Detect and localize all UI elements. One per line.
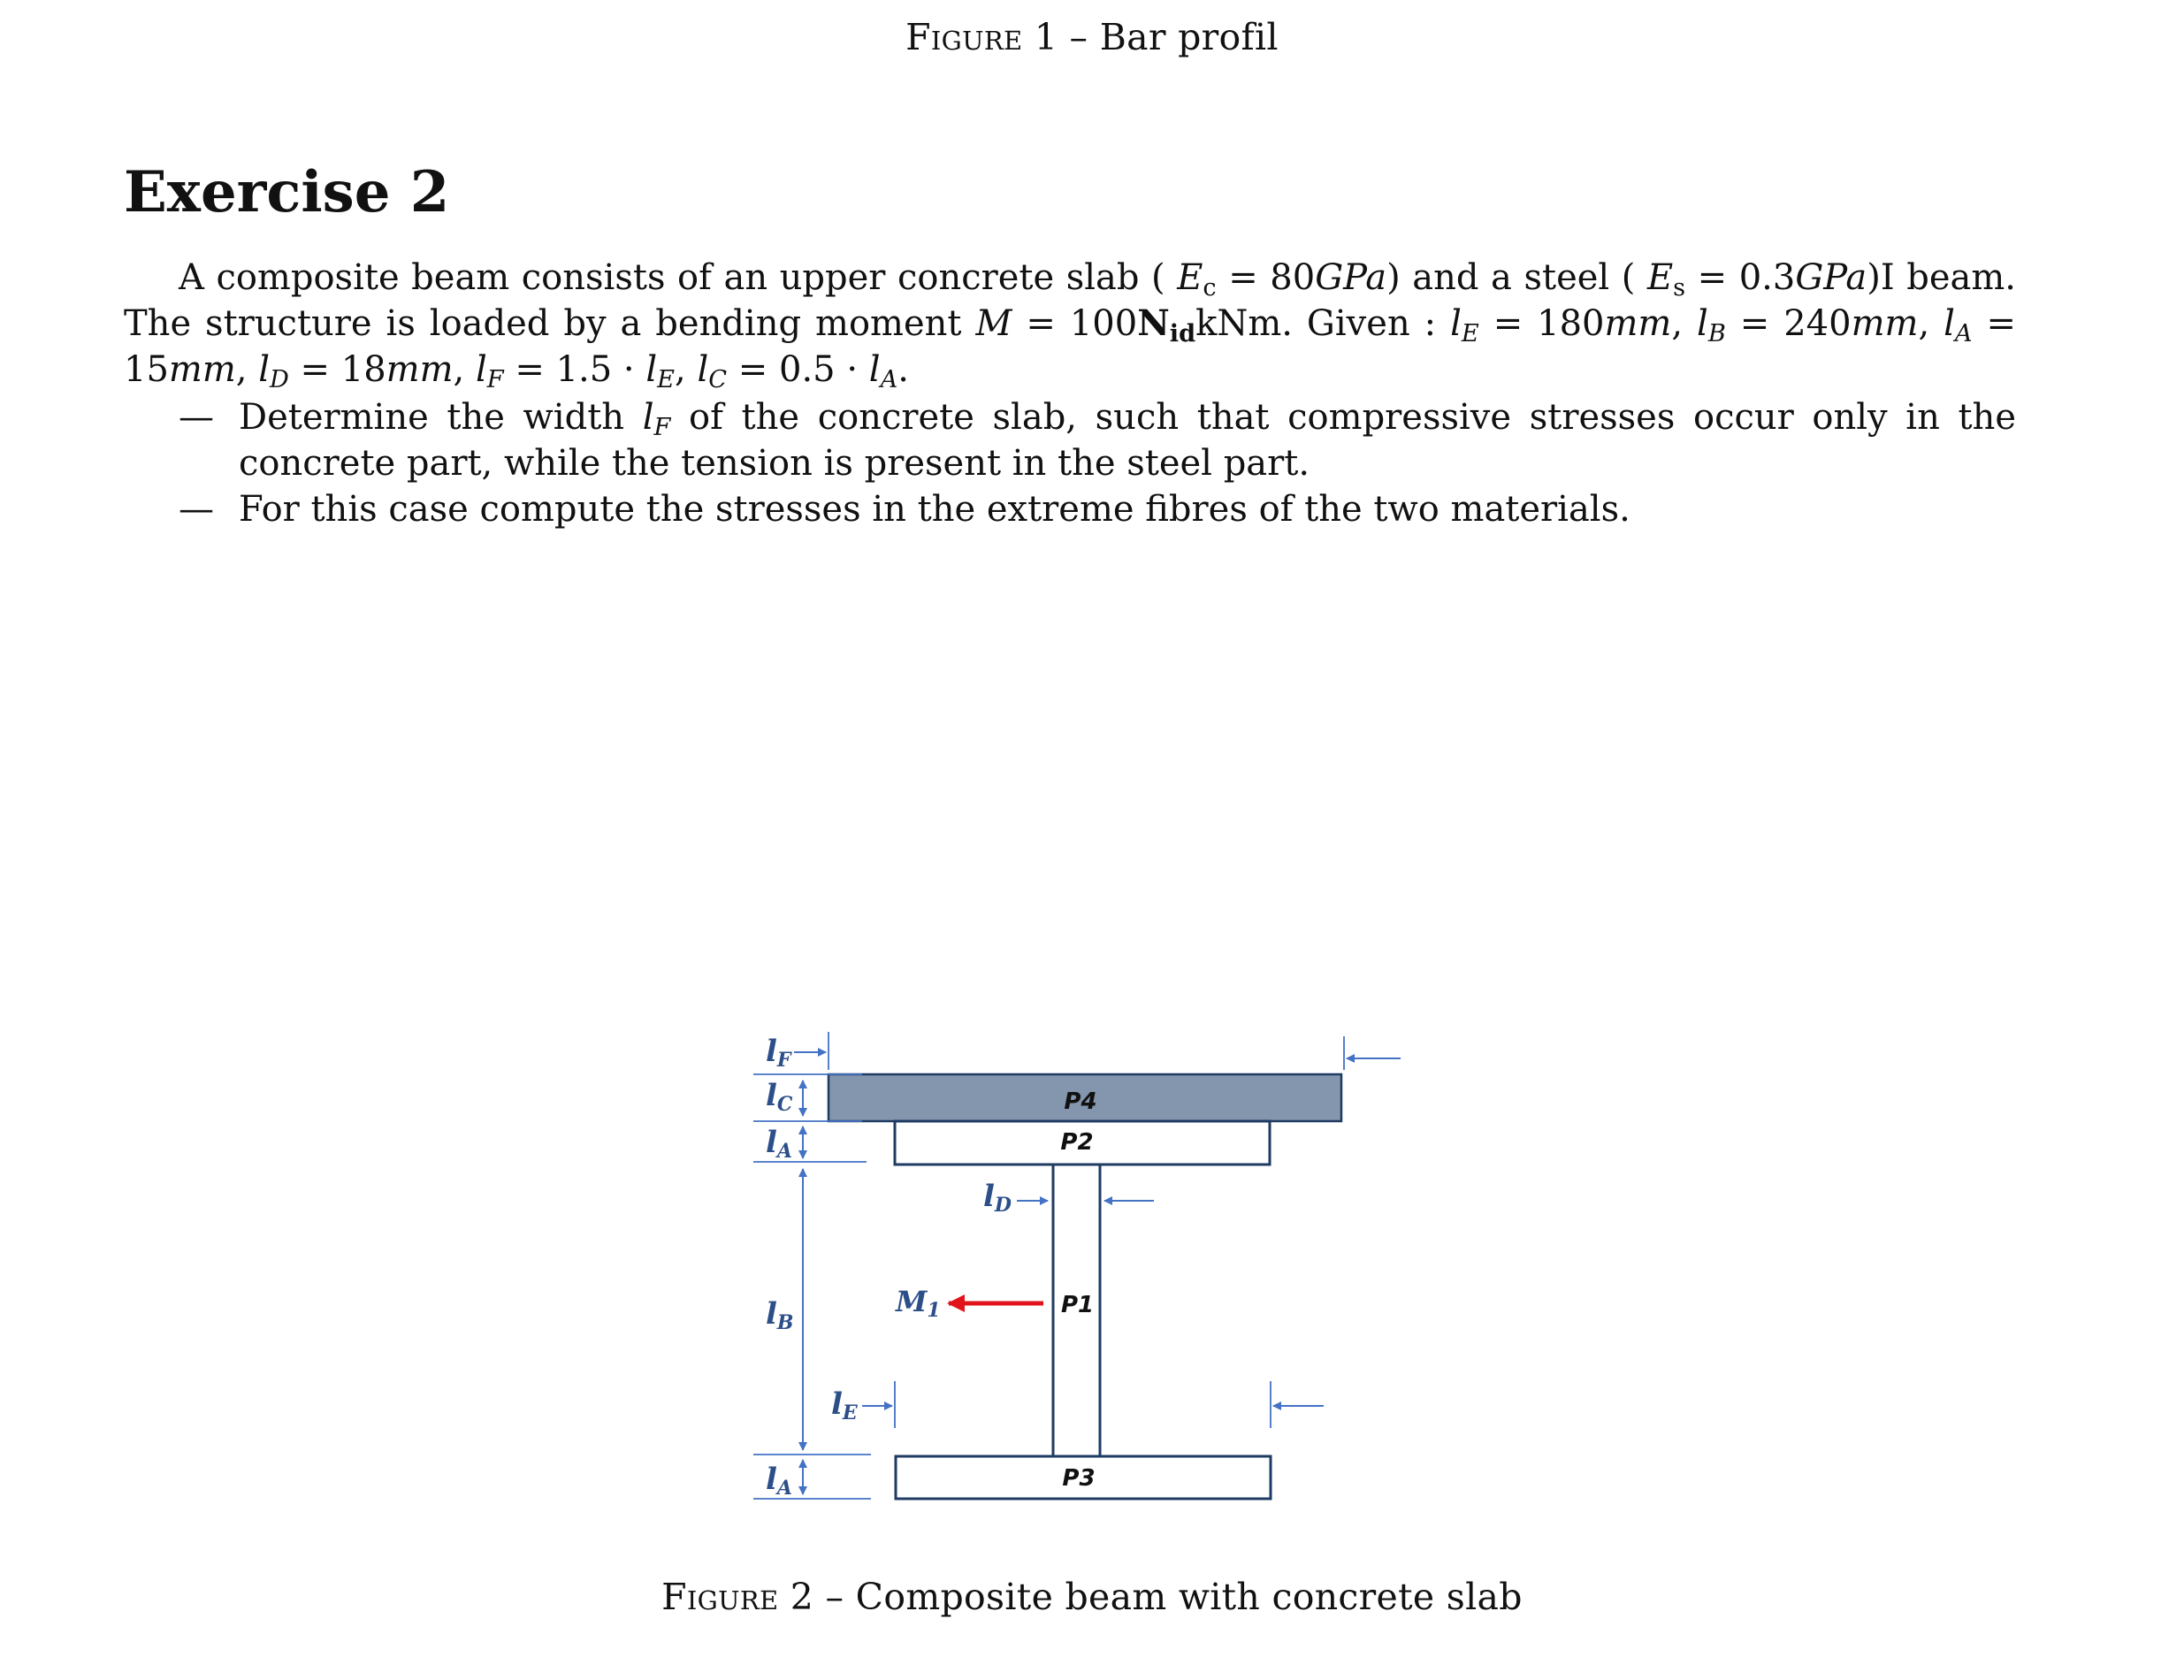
task-item: — For this case compute the stresses in the extreme fibres of the two materials. (179, 489, 1630, 530)
label-la-top: lA (766, 1125, 792, 1163)
label-p4: P4 (1064, 1088, 1097, 1115)
figure-2-caption (0, 1576, 2184, 1618)
figure-1-label: Figure 1 (905, 16, 1058, 58)
figure-2-title: Composite beam with concrete slab (855, 1576, 1523, 1618)
figure-1-title: Bar profil (1099, 16, 1279, 58)
figure-1-separator: – (1058, 16, 1100, 58)
moment-label: M1 (896, 1285, 941, 1322)
figure-2-label: Figure 2 (661, 1576, 814, 1618)
exercise-heading: Exercise 2 (124, 159, 450, 225)
label-p1: P1 (1061, 1292, 1095, 1318)
task-item: — Determine the width $l_F$ of the concrete slab, such that compressive stresses occur only in the concrete part, while the tension is present in the steel part. (179, 397, 2017, 484)
exercise-statement: A composite beam consists of an upper concrete slab ( $E_c = 80GPa$) and a steel ( $E_s = 0.3GPa)I$ beam. The structure is loaded by a bending moment $M = 100N_{id}kNm$. Given : $l_E = 180mm$, $l_B = 240mm$, $l_A = 15mm$, $l_D = 18mm$, $l_F = 1.5 \cdot l_E$, $l_C = 0.5 \cdot l_A$. (124, 257, 2017, 393)
label-p3: P3 (1062, 1465, 1096, 1492)
label-lf: lF (766, 1034, 791, 1072)
label-lb: lB (766, 1296, 794, 1334)
label-p2: P2 (1060, 1129, 1094, 1156)
label-lc: lC (766, 1078, 793, 1116)
figure-2-separator: – (813, 1576, 856, 1618)
label-la-bot: lA (766, 1462, 792, 1500)
label-le: lE (831, 1386, 858, 1424)
label-ld: lD (983, 1179, 1012, 1217)
